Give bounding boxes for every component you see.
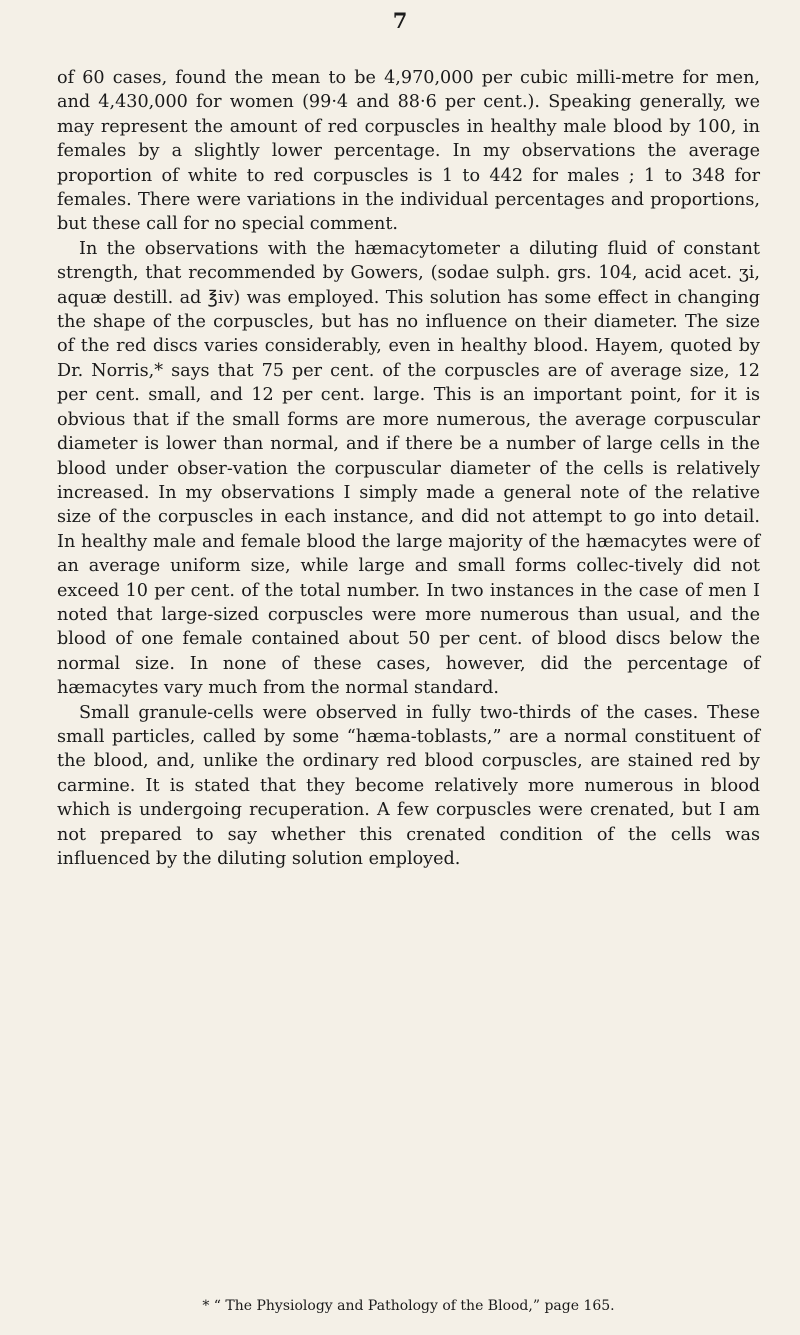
- paragraph-haemacytometer: In the observations with the hæmacytometer a diluting fluid of constant strength, that recommended by Gowers, (sodae sulph. grs. 104, acid acet. ʒi, aquæ destill. ad ℥iv) was employed. This solution has some effect in changing the shape of the corpuscles, but has no influence on their diameter. The size of the red discs varies considerably, even in healthy blood. Hayem, quoted by Dr. Norris,* says that 75 per cent. of the corpuscles are of average size, 12 per cent. small, and 12 per cent. large. This is an important point, for it is obvious that if the small forms are more numerous, the average corpuscular diameter is lower than normal, and if there be a number of large cells in the blood under obser-vation the corpuscular diameter of the cells is relatively increased. In my observations I simply made a general note of the relative size of the corpuscles in each instance, and did not attempt to go into detail. In healthy male and female blood the large majority of the hæmacytes were of an average uniform size, while large and small forms collec-tively did not exceed 10 per cent. of the total number. In two instances in the case of men I noted that large-sized corpuscles were more numerous than usual, and the blood of one female contained about 50 per cent. of blood discs below the normal size. In none of these cases, however, did the percentage of hæmacytes vary much from the normal standard.: [57, 238, 760, 699]
- page-number: 7: [392, 8, 408, 33]
- body-text: [57, 66, 760, 871]
- paragraph-granule-cells: Small granule-cells were observed in fully two-thirds of the cases. These small particles, called by some “hæma-toblasts,” are a normal constituent of the blood, and, unlike the ordinary red blood corpuscles, are stained red by carmine. It is stated that they become relatively more numerous in blood which is undergoing recuperation. A few corpuscles were crenated, but I am not prepared to say whether this crenated condition of the cells was influenced by the diluting solution employed.: [57, 702, 760, 869]
- footnote: * “ The Physiology and Pathology of the Blood,” page 165.: [202, 1298, 615, 1314]
- paragraph-continued: of 60 cases, found the mean to be 4,970,000 per cubic milli-metre for men, and 4,430,000 for women (99·4 and 88·6 per cent.). Speaking generally, we may represent the amount of red corpuscles in healthy male blood by 100, in females by a slightly lower percentage. In my observations the average proportion of white to red corpuscles is 1 to 442 for males ; 1 to 348 for females. There were variations in the individual percentages and proportions, but these call for no special comment.: [57, 68, 760, 235]
